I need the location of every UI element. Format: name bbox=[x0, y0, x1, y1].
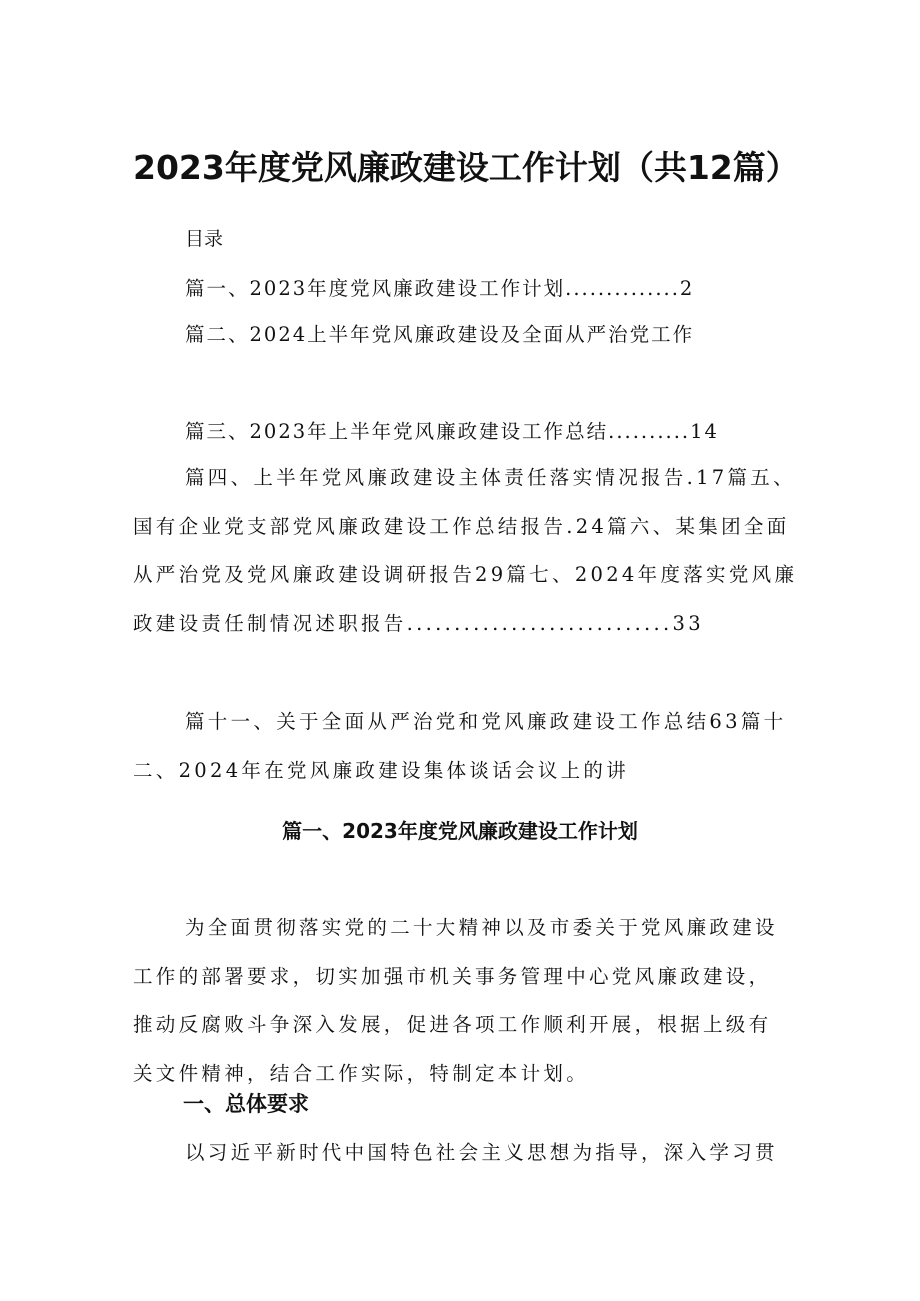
toc-entry-1[interactable] bbox=[185, 274, 694, 304]
toc-leader-dots: .......... bbox=[608, 420, 691, 443]
toc-line[interactable]: 篇四、上半年党风廉政建设主体责任落实情况报告.17篇五、 bbox=[185, 466, 796, 489]
toc-entry-text: 篇三、2023年上半年党风廉政建设工作总结 bbox=[185, 420, 609, 443]
paragraph-line: 以习近平新时代中国特色社会主义思想为指导，深入学习贯 bbox=[185, 1141, 778, 1164]
toc-heading: 目录 bbox=[185, 228, 224, 250]
toc-entry-2[interactable] bbox=[185, 320, 694, 350]
section-title: 篇一、2023年度党风廉政建设工作计划 bbox=[282, 819, 638, 843]
paragraph-line: 推动反腐败斗争深入发展，促进各项工作顺利开展，根据上级有 bbox=[133, 1013, 772, 1036]
toc-line[interactable]: 二、2024年在党风廉政建设集体谈话会议上的讲 bbox=[133, 758, 630, 782]
toc-block-1 bbox=[133, 454, 798, 648]
toc-entry-3[interactable] bbox=[185, 417, 719, 447]
toc-line[interactable]: 从严治党及党风廉政建设调研报告29篇七、2024年度落实党风廉 bbox=[133, 563, 798, 586]
section-heading: 一、总体要求 bbox=[183, 1092, 309, 1116]
toc-line[interactable]: 国有企业党支部党风廉政建设工作总结报告.24篇六、某集团全面 bbox=[133, 514, 790, 538]
document-title: 2023年度党风廉政建设工作计划（共12篇） bbox=[133, 148, 799, 187]
paragraph-line: 为全面贯彻落实党的二十大精神以及市委关于党风廉政建设 bbox=[185, 916, 778, 939]
toc-leader-dots: .............. bbox=[565, 277, 680, 300]
toc-entry-text: 篇一、2023年度党风廉政建设工作计划 bbox=[185, 277, 566, 300]
toc-entry-text: 篇二、2024上半年党风廉政建设及全面从严治党工作 bbox=[185, 323, 695, 346]
toc-line[interactable]: 篇十一、关于全面从严治党和党风廉政建设工作总结63篇十 bbox=[185, 710, 787, 733]
toc-page-number: 14 bbox=[690, 420, 719, 443]
toc-page-number: 2 bbox=[679, 277, 695, 300]
body-paragraph bbox=[133, 1129, 788, 1178]
paragraph-line: 关文件精神，结合工作实际，特制定本计划。 bbox=[133, 1061, 590, 1085]
toc-line[interactable]: 政建设责任制情况述职报告............................33 bbox=[133, 611, 704, 635]
toc-block-2 bbox=[133, 698, 788, 795]
paragraph-line: 工作的部署要求，切实加强市机关事务管理中心党风廉政建设， bbox=[133, 964, 772, 988]
intro-paragraph bbox=[133, 904, 788, 1098]
